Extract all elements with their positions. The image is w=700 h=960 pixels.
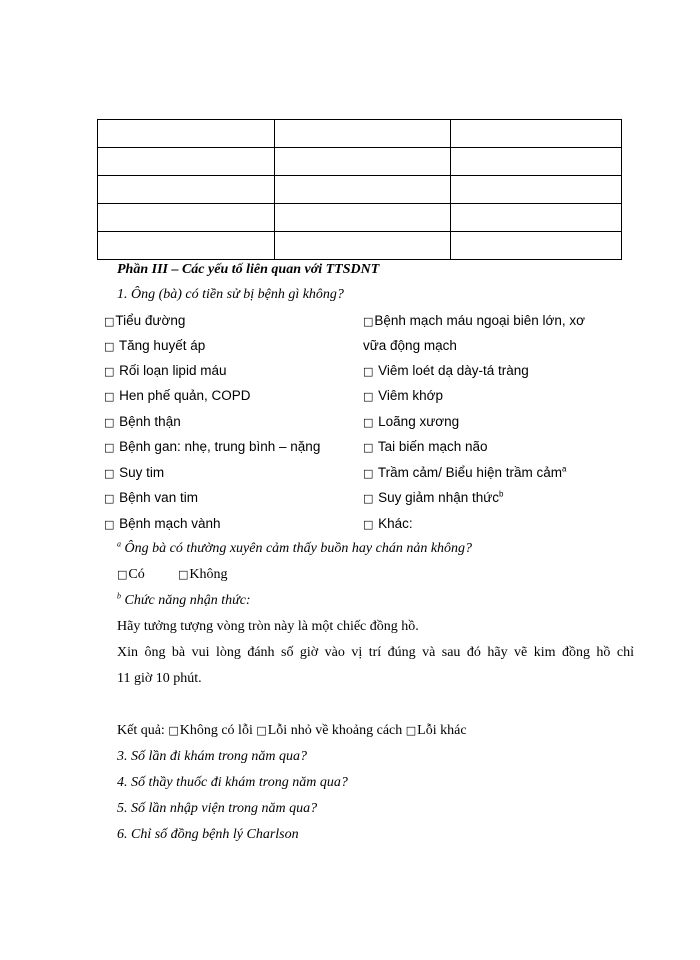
checkbox-icon: □ bbox=[104, 365, 115, 378]
condition-stroke[interactable]: □ Tai biến mạch não bbox=[363, 439, 488, 454]
condition-kidney[interactable]: □ Bệnh thận bbox=[104, 414, 181, 429]
footnote-marker-a: a bbox=[561, 464, 567, 474]
checkbox-icon: □ bbox=[363, 441, 374, 454]
table-cell[interactable] bbox=[451, 204, 622, 232]
condition-peptic-ulcer[interactable]: □ Viêm loét dạ dày-tá tràng bbox=[363, 363, 529, 378]
question-4: 4. Số thầy thuốc đi khám trong năm qua? bbox=[117, 775, 348, 790]
table-row bbox=[98, 204, 622, 232]
table-row bbox=[98, 176, 622, 204]
clock-instruction-2: Xin ông bà vui lòng đánh số giờ vào vị trí đúng và sau đó hãy vẽ kim đồng hồ chỉ bbox=[117, 645, 634, 660]
checkbox-icon: □ bbox=[405, 724, 417, 737]
table-cell[interactable] bbox=[98, 176, 275, 204]
checkbox-icon: □ bbox=[104, 416, 115, 429]
checkbox-icon: □ bbox=[104, 492, 115, 505]
depression-answer-yes[interactable]: □Có bbox=[117, 567, 145, 582]
condition-dyslipidemia[interactable]: □ Rối loạn lipid máu bbox=[104, 363, 227, 378]
table-cell[interactable] bbox=[275, 148, 451, 176]
cognition-title: $^b$ Chức năng nhận thức: bbox=[117, 591, 251, 608]
condition-diabetes[interactable]: □Tiểu đường bbox=[104, 313, 186, 328]
table-cell[interactable] bbox=[275, 204, 451, 232]
checkbox-icon: □ bbox=[104, 467, 115, 480]
table-cell[interactable] bbox=[275, 120, 451, 148]
checkbox-icon: □ bbox=[104, 315, 115, 328]
condition-heart-failure[interactable]: □ Suy tim bbox=[104, 465, 165, 480]
checkbox-icon: □ bbox=[363, 492, 374, 505]
checkbox-icon: □ bbox=[104, 340, 115, 353]
checkbox-icon: □ bbox=[117, 568, 128, 581]
footnote-marker-a: a bbox=[117, 539, 121, 549]
question-6: 6. Chỉ số đồng bệnh lý Charlson bbox=[117, 827, 299, 842]
condition-depression[interactable]: □ Trầm cảm/ Biểu hiện trầm cảm$^a$ bbox=[363, 464, 567, 480]
table-cell[interactable] bbox=[98, 232, 275, 260]
condition-other[interactable]: □ Khác: bbox=[363, 516, 413, 531]
result-option-minor-error[interactable]: □Lỗi nhỏ về khoảng cách bbox=[256, 723, 406, 738]
checkbox-icon: □ bbox=[178, 568, 189, 581]
footnote-marker-b: b bbox=[499, 489, 504, 499]
question-5: 5. Số lần nhập viện trong năm qua? bbox=[117, 801, 318, 816]
section-title: Phần III – Các yếu tố liên quan với TTSDNT bbox=[117, 262, 380, 277]
depression-question: $^a$ Ông bà có thường xuyên cảm thấy buồn hay chán nản không? bbox=[117, 539, 473, 556]
checkbox-icon: □ bbox=[104, 441, 115, 454]
question-1: 1. Ông (bà) có tiền sử bị bệnh gì không? bbox=[117, 287, 344, 302]
condition-peripheral-vascular-cont: vữa động mạch bbox=[363, 338, 457, 353]
checkbox-icon: □ bbox=[104, 390, 115, 403]
table-row bbox=[98, 148, 622, 176]
clock-instruction-3: 11 giờ 10 phút. bbox=[117, 671, 202, 686]
checkbox-icon: □ bbox=[363, 467, 374, 480]
table-cell[interactable] bbox=[451, 176, 622, 204]
clock-result bbox=[117, 722, 467, 740]
checkbox-icon: □ bbox=[363, 416, 374, 429]
checkbox-icon: □ bbox=[256, 724, 267, 737]
result-option-other-error[interactable]: □Lỗi khác bbox=[405, 723, 467, 738]
footnote-marker-b: b bbox=[117, 591, 121, 601]
table-row bbox=[98, 120, 622, 148]
table-cell[interactable] bbox=[275, 232, 451, 260]
table-cell[interactable] bbox=[451, 120, 622, 148]
checkbox-icon: □ bbox=[104, 518, 115, 531]
blank-table bbox=[97, 119, 622, 260]
checkbox-icon: □ bbox=[363, 390, 374, 403]
condition-coronary[interactable]: □ Bệnh mạch vành bbox=[104, 516, 221, 531]
checkbox-icon: □ bbox=[363, 365, 374, 378]
table-cell[interactable] bbox=[98, 148, 275, 176]
table-cell[interactable] bbox=[98, 204, 275, 232]
condition-osteoporosis[interactable]: □ Loãng xương bbox=[363, 414, 460, 429]
checkbox-icon: □ bbox=[168, 724, 179, 737]
condition-hypertension[interactable]: □ Tăng huyết áp bbox=[104, 338, 206, 353]
condition-peripheral-vascular[interactable]: □Bệnh mạch máu ngoại biên lớn, xơ bbox=[363, 313, 585, 328]
condition-cognitive-impairment[interactable]: □ Suy giảm nhận thức$^b$ bbox=[363, 489, 504, 505]
question-3: 3. Số lần đi khám trong năm qua? bbox=[117, 749, 308, 764]
condition-asthma-copd[interactable]: □ Hen phế quản, COPD bbox=[104, 388, 251, 403]
checkbox-icon: □ bbox=[363, 518, 374, 531]
table-cell[interactable] bbox=[275, 176, 451, 204]
table-cell[interactable] bbox=[451, 232, 622, 260]
checkbox-icon: □ bbox=[363, 315, 374, 328]
depression-answer-no[interactable]: □Không bbox=[178, 567, 228, 582]
table-cell[interactable] bbox=[451, 148, 622, 176]
table-cell[interactable] bbox=[98, 120, 275, 148]
clock-instruction-1: Hãy tưởng tượng vòng tròn này là một chiếc đồng hồ. bbox=[117, 619, 419, 634]
result-option-no-error[interactable]: □Không có lỗi bbox=[168, 723, 257, 738]
condition-liver[interactable]: □ Bệnh gan: nhẹ, trung bình – nặng bbox=[104, 439, 321, 454]
condition-valve-disease[interactable]: □ Bệnh van tim bbox=[104, 490, 198, 505]
table-row bbox=[98, 232, 622, 260]
condition-arthritis[interactable]: □ Viêm khớp bbox=[363, 388, 444, 403]
result-label: Kết quả: bbox=[117, 723, 169, 738]
